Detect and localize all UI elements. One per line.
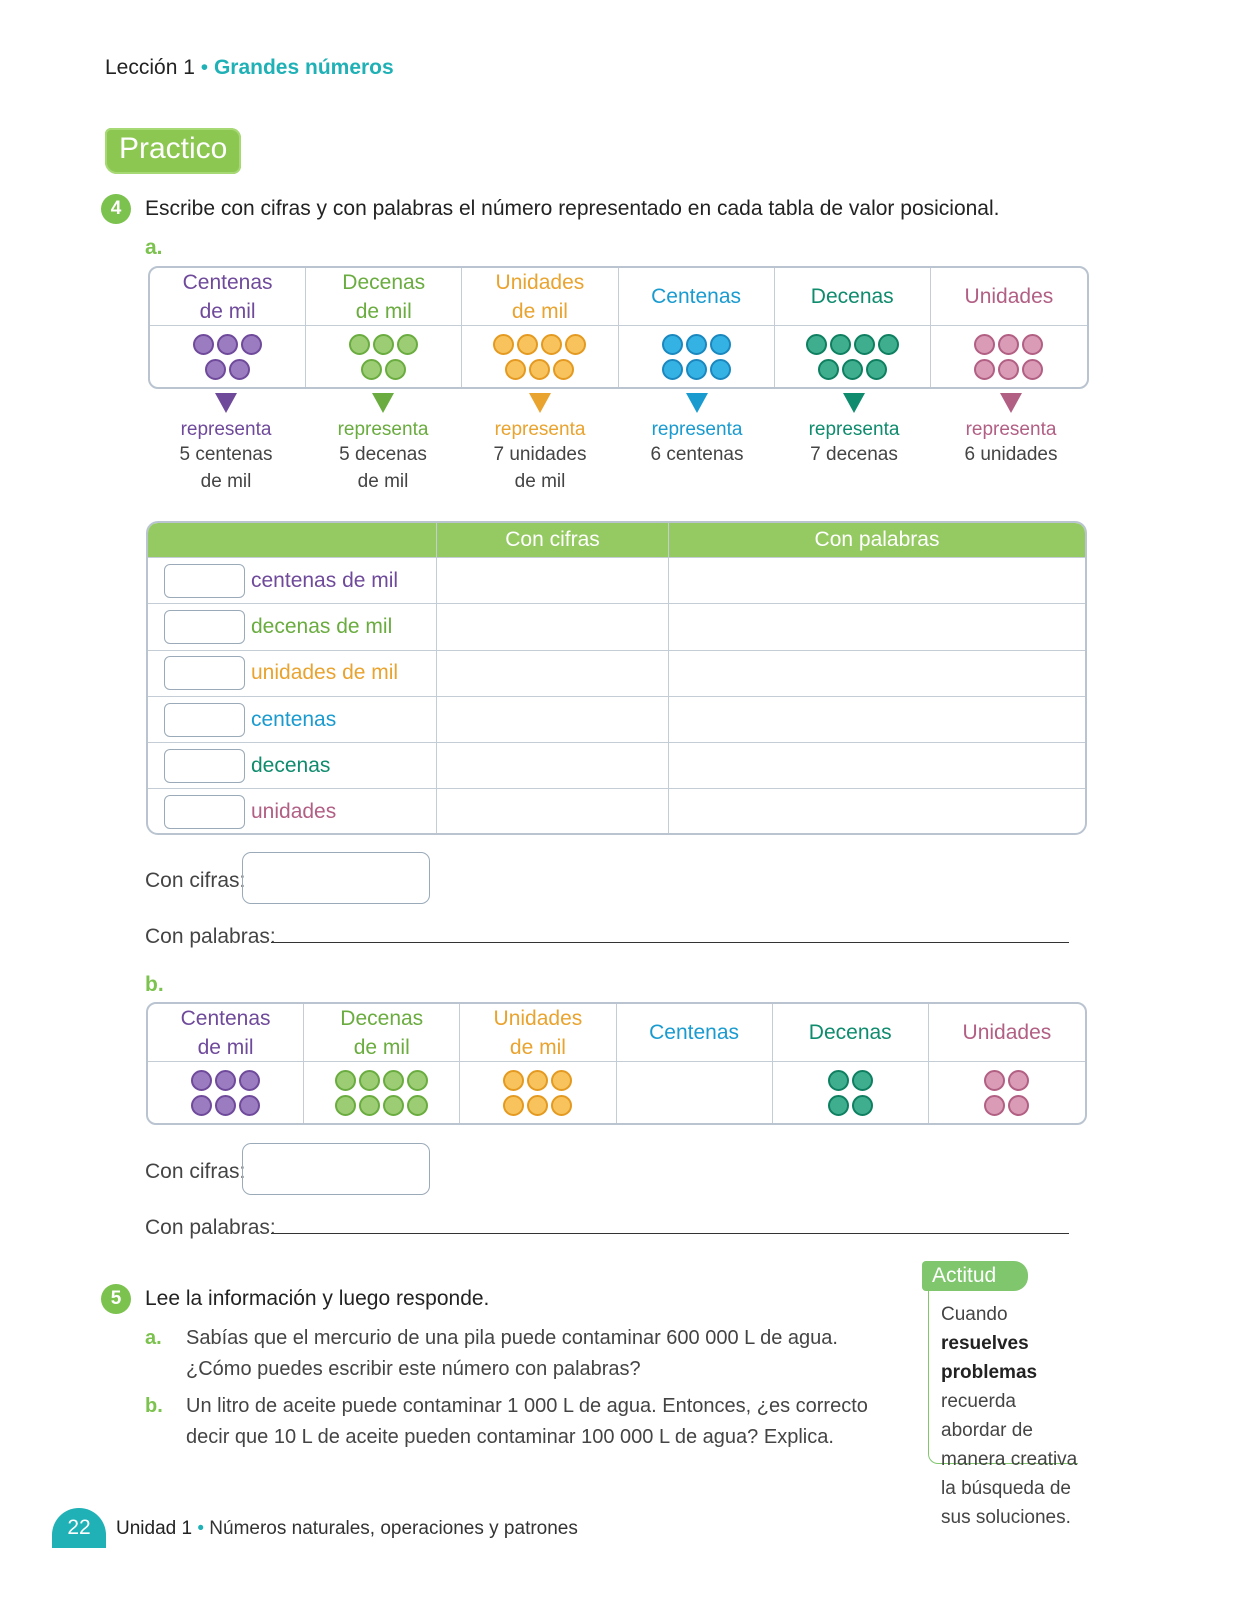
counter-dot — [193, 334, 214, 355]
column-header-text — [183, 268, 273, 326]
column-header-line1: Decenas — [808, 1021, 892, 1044]
header-con-palabras: Con palabras — [814, 528, 940, 551]
answer-table-a — [146, 521, 1087, 835]
counter-dot — [974, 334, 995, 355]
counter-dot — [493, 334, 514, 355]
counter-cell — [150, 326, 306, 387]
represents-block — [462, 393, 618, 503]
counter-dot — [828, 1095, 849, 1116]
column-header-line1: Unidades — [493, 1006, 583, 1030]
counter-dot — [854, 334, 875, 355]
con-cifras-input-b[interactable] — [242, 1143, 430, 1195]
column-header — [775, 268, 931, 326]
column-header-line1: Centenas — [180, 1006, 271, 1030]
dot-row — [349, 334, 418, 355]
counter-dot — [503, 1095, 524, 1116]
column-header-text — [494, 1004, 583, 1062]
counter-dot — [383, 1095, 404, 1116]
column-header — [619, 268, 775, 326]
table-row — [148, 557, 1085, 603]
represents-desc-line2: de mil — [514, 471, 566, 492]
counter-dot — [710, 334, 731, 355]
column-header-line1: Centenas — [651, 285, 742, 308]
row-label: decenas — [251, 753, 331, 777]
counter-dot — [191, 1070, 212, 1091]
counter-dots — [349, 334, 418, 380]
column-header-line1: Centenas — [649, 1021, 740, 1044]
dot-row — [974, 359, 1043, 380]
con-cifras-cell[interactable] — [437, 743, 669, 788]
counter-dot — [349, 334, 370, 355]
question-5a — [145, 1323, 905, 1385]
dot-row — [984, 1070, 1029, 1091]
dot-row — [193, 334, 262, 355]
counter-dot — [385, 359, 406, 380]
counter-dot — [191, 1095, 212, 1116]
con-cifras-label-a: Con cifras: — [145, 869, 246, 892]
dot-row — [828, 1070, 873, 1091]
digit-input-box[interactable] — [164, 564, 245, 598]
counter-dots — [335, 1070, 428, 1116]
represents-desc-line2: de mil — [200, 471, 252, 492]
row-label-cell — [148, 697, 437, 742]
column-header-text — [963, 1018, 1052, 1047]
represents-word: representa — [337, 419, 429, 440]
counter-dot — [239, 1095, 260, 1116]
down-arrow-icon — [215, 393, 237, 413]
subquestion-b-letter: b. — [145, 973, 164, 996]
counter-dot — [383, 1070, 404, 1091]
counter-dot — [974, 359, 995, 380]
counter-dot — [541, 334, 562, 355]
dot-row — [974, 334, 1043, 355]
represents-desc-line1: 7 unidades — [493, 444, 587, 465]
counter-cell — [773, 1062, 929, 1123]
con-palabras-line-b[interactable] — [271, 1233, 1069, 1234]
column-header-text — [181, 1004, 271, 1062]
column-header-text — [649, 1018, 739, 1047]
row-label-cell — [148, 789, 437, 834]
counter-cell — [460, 1062, 616, 1123]
represents-word: representa — [651, 419, 743, 440]
lesson-topic: Grandes números — [213, 56, 394, 79]
represents-word: representa — [180, 419, 272, 440]
counter-dot — [662, 359, 683, 380]
question-5a-line1: Sabías que el mercurio de una pila puede contaminar 600 000 L de agua. — [186, 1327, 838, 1349]
answer-table-header — [148, 523, 1085, 557]
counter-dot — [505, 359, 526, 380]
place-value-table-a — [148, 266, 1089, 389]
column-header — [462, 268, 618, 326]
represents-block — [933, 393, 1089, 503]
counter-dot — [878, 334, 899, 355]
subquestion-a-letter: a. — [145, 236, 163, 259]
represents-block — [148, 393, 304, 503]
column-header-text — [342, 268, 425, 326]
counter-cell — [304, 1062, 460, 1123]
represents-block — [776, 393, 932, 503]
question-5a-line2: ¿Cómo puedes escribir este número con palabras? — [186, 1358, 641, 1380]
row-label-cell — [148, 651, 437, 696]
counter-cell — [929, 1062, 1085, 1123]
down-arrow-icon — [529, 393, 551, 413]
actitud-tag: Actitud — [922, 1261, 1028, 1291]
counter-dot — [852, 1070, 873, 1091]
footer-title: Números naturales, operaciones y patrones — [209, 1518, 578, 1539]
column-header-line2: de mil — [353, 1035, 410, 1059]
counter-dot — [517, 334, 538, 355]
dot-row — [828, 1095, 873, 1116]
represents-row-a — [148, 393, 1089, 503]
counter-dot — [565, 334, 586, 355]
column-header-line2: de mil — [511, 299, 568, 323]
counter-dot — [335, 1070, 356, 1091]
represents-block — [619, 393, 775, 503]
question-5b — [145, 1391, 905, 1453]
represents-word: representa — [965, 419, 1057, 440]
counter-dots — [193, 334, 262, 380]
question-5b-letter: b. — [145, 1395, 163, 1417]
down-arrow-icon — [686, 393, 708, 413]
con-palabras-cell[interactable] — [669, 697, 1085, 742]
counter-dot — [1008, 1095, 1029, 1116]
row-label-cell — [148, 743, 437, 788]
counter-dot — [806, 334, 827, 355]
counter-dot — [984, 1070, 1005, 1091]
row-label-cell — [148, 604, 437, 649]
represents-desc-line1: 5 decenas — [339, 444, 427, 465]
column-header-line2: de mil — [509, 1035, 566, 1059]
column-header-line2: de mil — [197, 1035, 254, 1059]
column-header-line1: Unidades — [495, 270, 585, 294]
counter-dot — [818, 359, 839, 380]
answer-header-blank — [148, 523, 437, 557]
counter-cell — [306, 326, 462, 387]
lesson-label: Lección 1 — [105, 56, 195, 79]
column-header — [617, 1004, 773, 1062]
counter-dot — [361, 359, 382, 380]
counter-dot — [710, 359, 731, 380]
dot-row — [662, 334, 731, 355]
column-header — [460, 1004, 616, 1062]
row-label: centenas de mil — [251, 568, 399, 592]
dot-row — [191, 1095, 260, 1116]
header-con-cifras: Con cifras — [437, 523, 669, 557]
counter-dots — [662, 334, 731, 380]
row-label-cell — [148, 558, 437, 603]
question-5b-line2: decir que 10 L de aceite pueden contaminar 100 000 L de agua? Explica. — [186, 1426, 834, 1448]
con-cifras-cell[interactable] — [437, 651, 669, 696]
lesson-header — [105, 56, 394, 80]
column-header-line2: de mil — [199, 299, 256, 323]
dot-row — [335, 1070, 428, 1091]
counter-dot — [842, 359, 863, 380]
dot-row — [505, 359, 574, 380]
counter-dot — [205, 359, 226, 380]
actitud-text-2: recuerda abordar de manera creativa la búsqueda de sus soluciones. — [941, 1391, 1078, 1528]
counter-dot — [1022, 334, 1043, 355]
counter-dot — [335, 1095, 356, 1116]
column-header — [306, 268, 462, 326]
counter-cell — [931, 326, 1087, 387]
counter-cell — [462, 326, 618, 387]
column-header — [304, 1004, 460, 1062]
represents-block — [305, 393, 461, 503]
con-palabras-cell[interactable] — [669, 558, 1085, 603]
counter-dots — [984, 1070, 1029, 1116]
counter-dot — [239, 1070, 260, 1091]
dot-row — [493, 334, 586, 355]
counter-dots — [493, 334, 586, 380]
column-header-text — [965, 282, 1054, 311]
row-label: unidades — [251, 800, 337, 824]
digit-input-box[interactable] — [164, 795, 245, 829]
counter-dot — [407, 1095, 428, 1116]
column-header-text — [651, 282, 741, 311]
counter-dot — [551, 1070, 572, 1091]
actitud-text-bold: resuelves problemas — [941, 1333, 1038, 1383]
represents-word: representa — [494, 419, 586, 440]
row-label: unidades de mil — [251, 661, 399, 685]
counter-dot — [852, 1095, 873, 1116]
counter-dots — [503, 1070, 572, 1116]
represents-word: representa — [808, 419, 900, 440]
digit-input-box[interactable] — [164, 703, 245, 737]
column-header-text — [809, 1018, 892, 1047]
counter-dot — [373, 334, 394, 355]
actitud-text — [941, 1300, 1081, 1532]
column-header-line2: de mil — [355, 299, 412, 323]
counter-dot — [1022, 359, 1043, 380]
question-number-4: 4 — [101, 194, 131, 224]
con-cifras-label-b: Con cifras: — [145, 1160, 246, 1183]
counter-dot — [217, 334, 238, 355]
column-header-line1: Decenas — [340, 1006, 424, 1030]
counter-dot — [359, 1095, 380, 1116]
down-arrow-icon — [1000, 393, 1022, 413]
question-5a-letter: a. — [145, 1327, 162, 1349]
question-4-text: Escribe con cifras y con palabras el número representado en cada tabla de valor posicional. — [145, 197, 1000, 220]
counter-dot — [866, 359, 887, 380]
column-header-line1: Decenas — [342, 270, 426, 294]
column-header — [150, 268, 306, 326]
counter-dot — [1008, 1070, 1029, 1091]
down-arrow-icon — [372, 393, 394, 413]
counter-dot — [830, 334, 851, 355]
dot-row — [191, 1070, 260, 1091]
counter-dot — [527, 1095, 548, 1116]
counter-cell — [617, 1062, 773, 1123]
dot-row — [361, 359, 406, 380]
counter-dot — [662, 334, 683, 355]
counter-dots — [191, 1070, 260, 1116]
counter-dot — [828, 1070, 849, 1091]
counter-dot — [998, 359, 1019, 380]
question-number-5: 5 — [101, 1284, 131, 1314]
con-palabras-cell[interactable] — [669, 651, 1085, 696]
con-cifras-cell[interactable] — [437, 558, 669, 603]
dot-row — [503, 1095, 572, 1116]
counter-dot — [686, 359, 707, 380]
represents-desc-line1: 6 unidades — [964, 444, 1058, 465]
table-row — [148, 603, 1085, 649]
section-tag-practico: Practico — [105, 128, 241, 174]
dot-row — [335, 1095, 428, 1116]
table-row — [148, 742, 1085, 788]
counter-dot — [551, 1095, 572, 1116]
footer-unit-title — [116, 1518, 578, 1540]
counter-dot — [529, 359, 550, 380]
counter-cell — [775, 326, 931, 387]
table-row — [148, 788, 1085, 834]
counter-cell — [619, 326, 775, 387]
column-header-text — [496, 268, 585, 326]
con-palabras-cell[interactable] — [669, 743, 1085, 788]
counter-dot — [359, 1070, 380, 1091]
footer-unit: Unidad 1 — [116, 1518, 193, 1539]
dot-row — [205, 359, 250, 380]
column-header — [773, 1004, 929, 1062]
question-5b-line1: Un litro de aceite puede contaminar 1 000 L de agua. Entonces, ¿es correcto — [186, 1395, 868, 1417]
answer-table-body — [148, 557, 1085, 835]
con-palabras-label-b: Con palabras: — [145, 1216, 276, 1239]
digit-input-box[interactable] — [164, 610, 245, 644]
counter-dot — [215, 1070, 236, 1091]
column-header-line1: Unidades — [962, 1021, 1052, 1044]
counter-cell — [148, 1062, 304, 1123]
con-cifras-cell[interactable] — [437, 697, 669, 742]
dot-row — [818, 359, 887, 380]
counter-dot — [553, 359, 574, 380]
represents-desc-line1: 6 centenas — [650, 444, 744, 465]
question-5-text: Lee la información y luego responde. — [145, 1287, 490, 1310]
counter-dot — [241, 334, 262, 355]
counter-dot — [686, 334, 707, 355]
down-arrow-icon — [843, 393, 865, 413]
table-row — [148, 650, 1085, 696]
column-header-line1: Centenas — [182, 270, 273, 294]
column-header — [148, 1004, 304, 1062]
footer-separator: • — [197, 1518, 204, 1539]
column-header-text — [811, 282, 894, 311]
actitud-text-1: Cuando — [941, 1304, 1008, 1325]
represents-desc-line2: de mil — [357, 471, 409, 492]
con-cifras-input-a[interactable] — [242, 852, 430, 904]
row-label: centenas — [251, 707, 337, 731]
counter-dots — [828, 1070, 873, 1116]
counter-dot — [397, 334, 418, 355]
counter-dot — [527, 1070, 548, 1091]
column-header-text — [340, 1004, 423, 1062]
counter-dot — [229, 359, 250, 380]
represents-desc-line1: 5 centenas — [179, 444, 273, 465]
con-cifras-cell[interactable] — [437, 789, 669, 834]
con-palabras-cell[interactable] — [669, 789, 1085, 834]
dot-row — [984, 1095, 1029, 1116]
digit-input-box[interactable] — [164, 656, 245, 690]
dot-row — [806, 334, 899, 355]
con-cifras-cell[interactable] — [437, 604, 669, 649]
place-value-table-b — [146, 1002, 1087, 1125]
counter-dot — [503, 1070, 524, 1091]
counter-dot — [407, 1070, 428, 1091]
counter-dots — [806, 334, 899, 380]
page-number: 22 — [52, 1508, 106, 1548]
con-palabras-cell[interactable] — [669, 604, 1085, 649]
counter-dot — [215, 1095, 236, 1116]
dot-row — [662, 359, 731, 380]
represents-desc-line1: 7 decenas — [810, 444, 898, 465]
column-header — [931, 268, 1087, 326]
con-palabras-line-a[interactable] — [271, 942, 1069, 943]
counter-dots — [974, 334, 1043, 380]
dot-row — [503, 1070, 572, 1091]
column-header-line1: Unidades — [964, 285, 1054, 308]
con-palabras-label-a: Con palabras: — [145, 925, 276, 948]
table-row — [148, 696, 1085, 742]
counter-dot — [998, 334, 1019, 355]
header-separator: • — [200, 56, 209, 79]
column-header-line1: Decenas — [810, 285, 894, 308]
digit-input-box[interactable] — [164, 749, 245, 783]
counter-dot — [984, 1095, 1005, 1116]
row-label: decenas de mil — [251, 614, 393, 638]
column-header — [929, 1004, 1085, 1062]
